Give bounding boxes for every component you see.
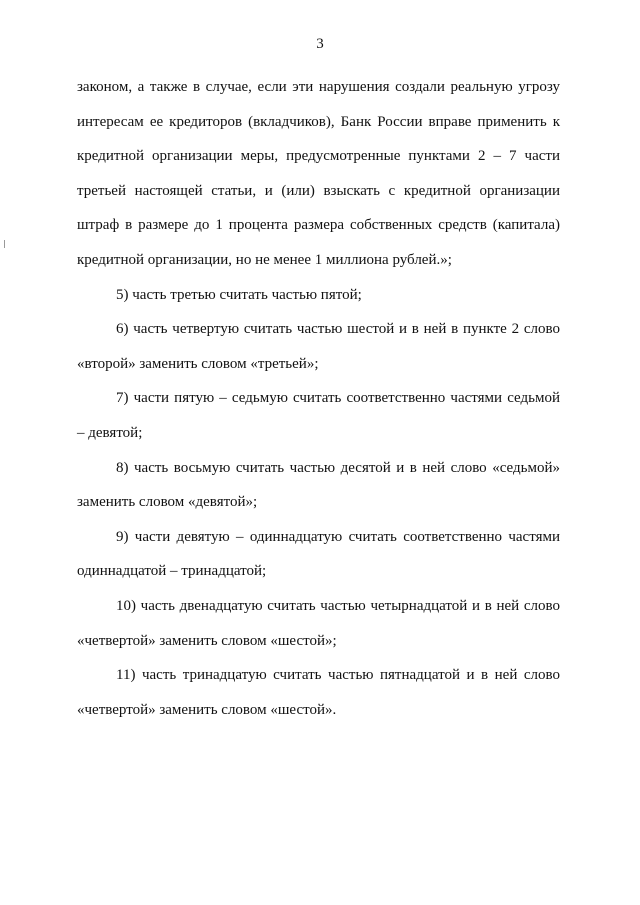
paragraph-item-11: 11) часть тринадцатую считать частью пятнадцатой и в ней слово «четвертой» заменить словом «шестой». — [77, 667, 560, 718]
paragraph-item-5: 5) часть третью считать частью пятой; — [116, 286, 362, 303]
margin-mark — [4, 240, 5, 248]
paragraph-continuation: законом, а также в случае, если эти нарушения создали реальную угрозу интересам ее кредиторов (вкладчиков), Банк России вправе применить к кредитной организации меры, предусмотренные пунктами 2 – 7 части третьей настоящей статьи, и (или) взыскать с кредитной организации штраф в размере до 1 процента размера собственных средств (капитала) кредитной организации, но не менее 1 миллиона рублей.»; — [77, 79, 560, 268]
paragraph-item-8: 8) часть восьмую считать частью десятой и в ней слово «седьмой» заменить словом «девятой»; — [77, 459, 560, 511]
paragraph-item-7: 7) части пятую – седьмую считать соответственно частями седьмой – девятой; — [77, 390, 560, 441]
paragraph-item-9: 9) части девятую – одиннадцатую считать соответственно частями одиннадцатой – тринадцатой; — [77, 528, 560, 580]
document-body — [77, 70, 560, 727]
page-number: 3 — [316, 36, 324, 52]
paragraph-item-6: 6) часть четвертую считать частью шестой и в ней в пункте 2 слово «второй» заменить словом «третьей»; — [77, 321, 560, 372]
paragraph-item-10: 10) часть двенадцатую считать частью четырнадцатой и в ней слово «четвертой» заменить словом «шестой»; — [77, 597, 560, 649]
